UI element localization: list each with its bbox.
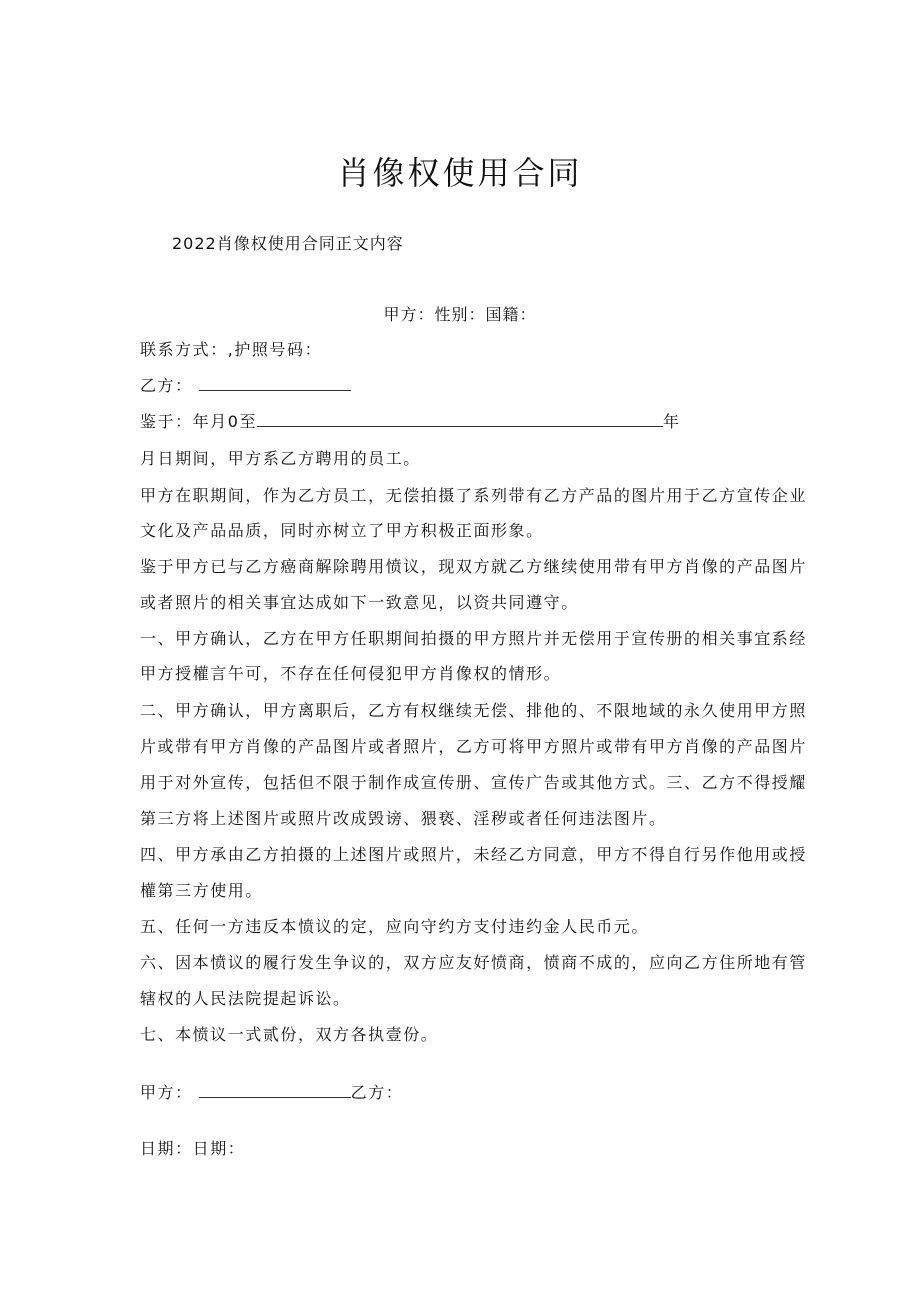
party-b-blank (199, 376, 351, 391)
whereas-date-line (140, 412, 681, 432)
body-line: 鉴于甲方已与乙方癌商解除聘用愤议，现双方就乙方继续使用带有甲方肖像的产品图片 (140, 557, 807, 576)
body-line: 月日期间，甲方系乙方聘用的员工。 (140, 449, 421, 468)
whereas-prefix: 鉴于：年月0至 (140, 412, 258, 431)
document-subtitle: 2022肖像权使用合同正文内容 (172, 234, 404, 253)
body-line: 一、甲方确认，乙方在甲方任职期间拍摄的甲方照片并无偿用于宣传册的相关事宜系经 (140, 629, 807, 648)
body-line: 權第三方使用。 (140, 881, 263, 900)
body-line: 文化及产品品质，同时亦树立了甲方积极正面形象。 (140, 521, 544, 540)
body-line: 四、甲方承由乙方拍摄的上述图片或照片，未经乙方同意，甲方不得自行另作他用或授 (140, 845, 807, 864)
body-line: 七、本愤议一式贰份，双方各执壹份。 (140, 1025, 439, 1044)
date-line: 日期：日期： (140, 1139, 246, 1158)
body-line: 用于对外宣传，包括但不限于制作成宣传册、宣传广告或其他方式。三、乙方不得授耀 (140, 773, 807, 792)
body-line: 片或带有甲方肖像的产品图片或者照片，乙方可将甲方照片或带有甲方肖像的产品图片 (140, 737, 807, 756)
party-b-line (140, 376, 351, 396)
contact-line: 联系方式：,护照号码： (140, 340, 323, 359)
body-line: 甲方在职期间，作为乙方员工，无偿拍摄了系列带有乙方产品的图片用于乙方宣传企业 (140, 486, 807, 505)
body-line: 二、甲方确认，甲方离职后，乙方有权继续无偿、排他的、不限地域的永久使用甲方照 (140, 701, 807, 720)
signature-party-a-blank (199, 1083, 351, 1098)
whereas-suffix: 年 (663, 412, 681, 431)
signature-party-b-label: 乙方： (350, 1083, 404, 1102)
body-line: 甲方授權言午可，不存在任何侵犯甲方肖像权的情形。 (140, 664, 562, 683)
signature-party-a-label: 甲方： (140, 1083, 193, 1102)
document-title: 肖像权使用合同 (337, 154, 583, 192)
signature-line (140, 1083, 403, 1103)
party-a-info-line: 甲方：性别：国籍： (383, 305, 537, 324)
body-line: 五、任何一方违反本愤议的定，应向守约方支付违约金人民币元。 (140, 917, 649, 936)
body-line: 或者照片的相关事宜达成如下一致意见，以资共同遵守。 (140, 593, 579, 612)
body-line: 六、因本愤议的履行发生争议的，双方应友好愤商，愤商不成的，应向乙方住所地有管 (140, 953, 807, 972)
body-line: 辖权的人民法院提起诉讼。 (140, 989, 351, 1008)
party-b-label: 乙方： (140, 376, 193, 395)
body-line: 第三方将上述图片或照片改成毁谤、猥亵、淫秽或者任何违法图片。 (140, 809, 667, 828)
whereas-date-blank (257, 412, 663, 427)
